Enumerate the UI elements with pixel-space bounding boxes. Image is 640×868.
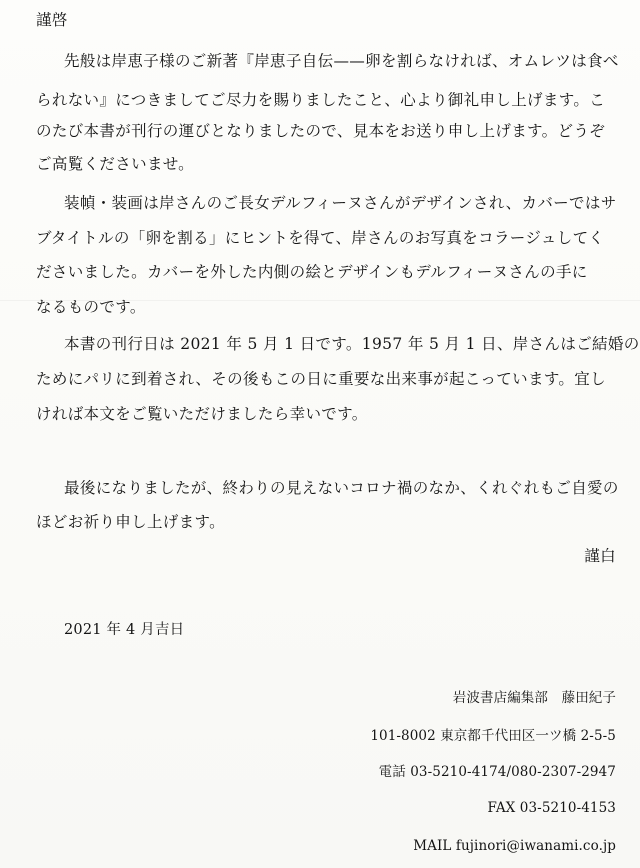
letter-date: 2021 年 4 月吉日: [64, 622, 185, 638]
paragraph-3-line-3: ければ本文をご覧いただけましたら幸いです。: [36, 405, 368, 423]
paragraph-2-line-1: 装幀・装画は岸さんのご長女デルフィーヌさんがデザインされ、カバーではサ: [64, 194, 617, 212]
paragraph-2-line-3: ださいました。カバーを外した内側の絵とデザインもデルフィーヌさんの手に: [36, 263, 588, 281]
paragraph-2-line-2: ブタイトルの「卵を割る」にヒントを得て、岸さんのお写真をコラージュしてく: [36, 229, 605, 247]
closing-salutation: 謹白: [584, 547, 616, 565]
sender-phone: 電話 03-5210-4174/080-2307-2947: [378, 764, 616, 780]
paragraph-1-line-1: 先般は岸恵子様のご新著『岸恵子自伝——卵を割らなければ、オムレツは食べ: [64, 52, 619, 70]
paragraph-3-line-2: ためにパリに到着され、その後もこの日に重要な出来事が起こっています。宜し: [36, 370, 606, 388]
sender-name: 岩波書店編集部 藤田紀子: [452, 690, 616, 706]
opening-salutation: 謹啓: [36, 11, 68, 29]
sender-email: MAIL fujinori@iwanami.co.jp: [413, 838, 616, 854]
paragraph-1-line-4: ご高覧くださいませ。: [36, 155, 195, 173]
paragraph-3-line-1: 本書の刊行日は 2021 年 5 月 1 日です。1957 年 5 月 1 日、岸さんはご結婚の: [64, 335, 640, 353]
paragraph-4-line-2: ほどお祈り申し上げます。: [36, 513, 225, 531]
sender-address: 101-8002 東京都千代田区一ツ橋 2-5-5: [370, 728, 616, 744]
paragraph-2-line-4: なるものです。: [36, 298, 146, 316]
paragraph-1-line-3: のたび本書が刊行の運びとなりましたので、見本をお送り申し上げます。どうぞ: [36, 122, 606, 140]
paragraph-4-line-1: 最後になりましたが、終わりの見えないコロナ禍のなか、くれぐれもご自愛の: [64, 479, 619, 497]
paragraph-1-line-2: られない』につきましてご尽力を賜りましたこと、心より御礼申し上げます。こ: [36, 91, 606, 109]
sender-fax: FAX 03-5210-4153: [487, 800, 616, 816]
